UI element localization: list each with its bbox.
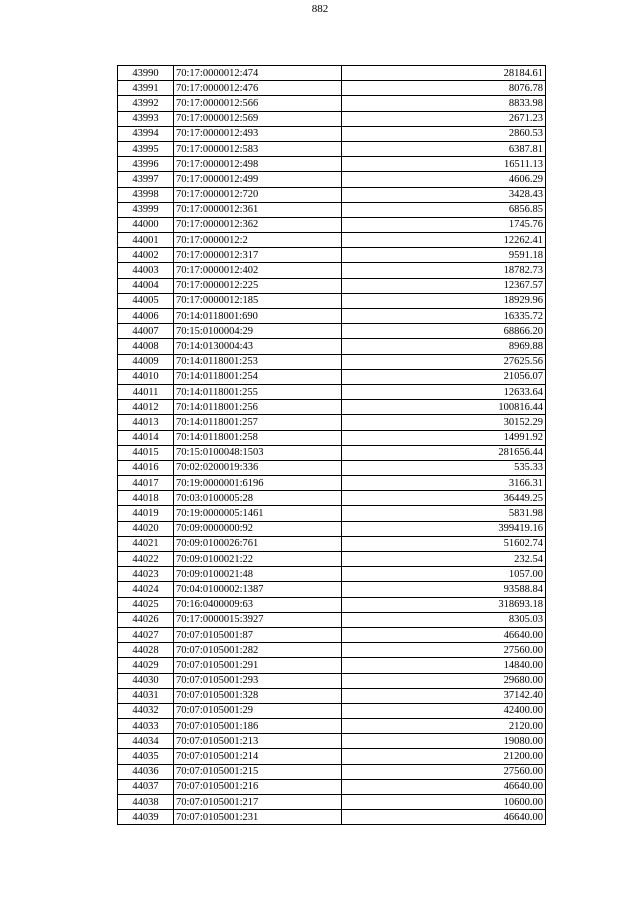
table-row <box>118 779 546 794</box>
cadastral-number-cell: 70:07:0105001:216 <box>174 779 342 794</box>
cadastral-number-cell: 70:17:0000012:498 <box>174 157 342 172</box>
row-number-cell: 44028 <box>118 643 174 658</box>
table-row <box>118 582 546 597</box>
table-row <box>118 597 546 612</box>
cadastral-number-cell: 70:17:0000015:3927 <box>174 612 342 627</box>
cadastral-number-cell: 70:17:0000012:402 <box>174 263 342 278</box>
cadastral-number-cell: 70:17:0000012:476 <box>174 81 342 96</box>
row-number-cell: 44032 <box>118 703 174 718</box>
table-row <box>118 567 546 582</box>
cadastral-number-cell: 70:17:0000012:361 <box>174 202 342 217</box>
row-number-cell: 44015 <box>118 445 174 460</box>
value-cell: 100816.44 <box>342 400 546 415</box>
cadastral-number-cell: 70:07:0105001:291 <box>174 658 342 673</box>
cadastral-number-cell: 70:07:0105001:282 <box>174 643 342 658</box>
table-row <box>118 643 546 658</box>
row-number-cell: 43996 <box>118 157 174 172</box>
cadastral-number-cell: 70:14:0118001:690 <box>174 309 342 324</box>
value-cell: 46640.00 <box>342 810 546 825</box>
value-cell: 2671.23 <box>342 111 546 126</box>
table-row <box>118 66 546 81</box>
table-row <box>118 476 546 491</box>
row-number-cell: 43993 <box>118 111 174 126</box>
table-row <box>118 384 546 399</box>
cadastral-value-table <box>117 65 546 825</box>
cadastral-number-cell: 70:17:0000012:720 <box>174 187 342 202</box>
cadastral-number-cell: 70:15:0100048:1503 <box>174 445 342 460</box>
value-cell: 36449.25 <box>342 491 546 506</box>
table-row <box>118 263 546 278</box>
table-row <box>118 445 546 460</box>
value-cell: 12262.41 <box>342 233 546 248</box>
row-number-cell: 44035 <box>118 749 174 764</box>
value-cell: 10600.00 <box>342 795 546 810</box>
cadastral-number-cell: 70:15:0100004:29 <box>174 324 342 339</box>
table-row <box>118 521 546 536</box>
cadastral-number-cell: 70:19:0000001:6196 <box>174 476 342 491</box>
table-row <box>118 324 546 339</box>
row-number-cell: 43998 <box>118 187 174 202</box>
page-number: 882 <box>311 3 329 15</box>
value-cell: 29680.00 <box>342 673 546 688</box>
value-cell: 3166.31 <box>342 476 546 491</box>
row-number-cell: 44004 <box>118 278 174 293</box>
row-number-cell: 44011 <box>118 384 174 399</box>
row-number-cell: 44026 <box>118 612 174 627</box>
value-cell: 93588.84 <box>342 582 546 597</box>
value-cell: 399419.16 <box>342 521 546 536</box>
value-cell: 12367.57 <box>342 278 546 293</box>
row-number-cell: 43991 <box>118 81 174 96</box>
value-cell: 16335.72 <box>342 309 546 324</box>
row-number-cell: 44039 <box>118 810 174 825</box>
row-number-cell: 44018 <box>118 491 174 506</box>
table-row <box>118 658 546 673</box>
table-row <box>118 202 546 217</box>
value-cell: 27625.56 <box>342 354 546 369</box>
cadastral-number-cell: 70:09:0100021:48 <box>174 567 342 582</box>
cadastral-number-cell: 70:17:0000012:317 <box>174 248 342 263</box>
row-number-cell: 43999 <box>118 202 174 217</box>
value-cell: 318693.18 <box>342 597 546 612</box>
table-row <box>118 157 546 172</box>
table-row <box>118 552 546 567</box>
cadastral-number-cell: 70:14:0118001:256 <box>174 400 342 415</box>
cadastral-number-cell: 70:09:0100021:22 <box>174 552 342 567</box>
table-row <box>118 460 546 475</box>
table-body <box>118 66 546 825</box>
value-cell: 1057.00 <box>342 567 546 582</box>
value-cell: 2120.00 <box>342 719 546 734</box>
row-number-cell: 44037 <box>118 779 174 794</box>
cadastral-number-cell: 70:04:0100002:1387 <box>174 582 342 597</box>
table-row <box>118 187 546 202</box>
value-cell: 30152.29 <box>342 415 546 430</box>
cadastral-number-cell: 70:17:0000012:185 <box>174 293 342 308</box>
value-cell: 68866.20 <box>342 324 546 339</box>
table-row <box>118 339 546 354</box>
row-number-cell: 44025 <box>118 597 174 612</box>
row-number-cell: 44005 <box>118 293 174 308</box>
value-cell: 18782.73 <box>342 263 546 278</box>
table-row <box>118 734 546 749</box>
row-number-cell: 44021 <box>118 536 174 551</box>
cadastral-number-cell: 70:16:0400009:63 <box>174 597 342 612</box>
row-number-cell: 44030 <box>118 673 174 688</box>
cadastral-number-cell: 70:02:0200019:336 <box>174 460 342 475</box>
row-number-cell: 44036 <box>118 764 174 779</box>
cadastral-number-cell: 70:07:0105001:87 <box>174 627 342 642</box>
value-cell: 8969.88 <box>342 339 546 354</box>
row-number-cell: 44020 <box>118 521 174 536</box>
row-number-cell: 44029 <box>118 658 174 673</box>
table-row <box>118 217 546 232</box>
cadastral-number-cell: 70:14:0118001:258 <box>174 430 342 445</box>
value-cell: 8833.98 <box>342 96 546 111</box>
value-cell: 27560.00 <box>342 643 546 658</box>
row-number-cell: 44034 <box>118 734 174 749</box>
value-cell: 19080.00 <box>342 734 546 749</box>
value-cell: 5831.98 <box>342 506 546 521</box>
value-cell: 16511.13 <box>342 157 546 172</box>
row-number-cell: 44014 <box>118 430 174 445</box>
row-number-cell: 44012 <box>118 400 174 415</box>
value-cell: 27560.00 <box>342 764 546 779</box>
row-number-cell: 44019 <box>118 506 174 521</box>
row-number-cell: 44002 <box>118 248 174 263</box>
table-row <box>118 703 546 718</box>
row-number-cell: 44007 <box>118 324 174 339</box>
value-cell: 535.33 <box>342 460 546 475</box>
table-row <box>118 96 546 111</box>
table-row <box>118 415 546 430</box>
table-row <box>118 293 546 308</box>
value-cell: 281656.44 <box>342 445 546 460</box>
table-row <box>118 309 546 324</box>
value-cell: 3428.43 <box>342 187 546 202</box>
value-cell: 46640.00 <box>342 779 546 794</box>
row-number-cell: 44033 <box>118 719 174 734</box>
table-row <box>118 688 546 703</box>
value-cell: 14840.00 <box>342 658 546 673</box>
table-row <box>118 126 546 141</box>
row-number-cell: 44031 <box>118 688 174 703</box>
row-number-cell: 44038 <box>118 795 174 810</box>
cadastral-number-cell: 70:19:0000005:1461 <box>174 506 342 521</box>
value-cell: 51602.74 <box>342 536 546 551</box>
row-number-cell: 44006 <box>118 309 174 324</box>
table-row <box>118 536 546 551</box>
value-cell: 18929.96 <box>342 293 546 308</box>
value-cell: 4606.29 <box>342 172 546 187</box>
value-cell: 21200.00 <box>342 749 546 764</box>
row-number-cell: 43994 <box>118 126 174 141</box>
cadastral-number-cell: 70:07:0105001:328 <box>174 688 342 703</box>
cadastral-number-cell: 70:09:0100026:761 <box>174 536 342 551</box>
value-cell: 9591.18 <box>342 248 546 263</box>
table-row <box>118 233 546 248</box>
row-number-cell: 44027 <box>118 627 174 642</box>
cadastral-number-cell: 70:17:0000012:362 <box>174 217 342 232</box>
table-row <box>118 810 546 825</box>
table-row <box>118 111 546 126</box>
row-number-cell: 44000 <box>118 217 174 232</box>
cadastral-number-cell: 70:09:0000000:92 <box>174 521 342 536</box>
table-row <box>118 612 546 627</box>
value-cell: 14991.92 <box>342 430 546 445</box>
value-cell: 37142.40 <box>342 688 546 703</box>
value-cell: 46640.00 <box>342 627 546 642</box>
cadastral-number-cell: 70:17:0000012:2 <box>174 233 342 248</box>
table-row <box>118 749 546 764</box>
value-cell: 2860.53 <box>342 126 546 141</box>
cadastral-number-cell: 70:14:0130004:43 <box>174 339 342 354</box>
row-number-cell: 44016 <box>118 460 174 475</box>
value-cell: 21056.07 <box>342 369 546 384</box>
cadastral-number-cell: 70:17:0000012:474 <box>174 66 342 81</box>
row-number-cell: 44008 <box>118 339 174 354</box>
table-row <box>118 369 546 384</box>
cadastral-number-cell: 70:17:0000012:493 <box>174 126 342 141</box>
row-number-cell: 44023 <box>118 567 174 582</box>
cadastral-number-cell: 70:07:0105001:214 <box>174 749 342 764</box>
table-row <box>118 141 546 156</box>
table-row <box>118 795 546 810</box>
table-row <box>118 673 546 688</box>
value-cell: 28184.61 <box>342 66 546 81</box>
value-cell: 6856.85 <box>342 202 546 217</box>
value-cell: 42400.00 <box>342 703 546 718</box>
value-cell: 6387.81 <box>342 141 546 156</box>
cadastral-number-cell: 70:07:0105001:215 <box>174 764 342 779</box>
table-row <box>118 172 546 187</box>
row-number-cell: 44024 <box>118 582 174 597</box>
cadastral-number-cell: 70:14:0118001:254 <box>174 369 342 384</box>
table-row <box>118 354 546 369</box>
value-cell: 8305.03 <box>342 612 546 627</box>
table-row <box>118 81 546 96</box>
cadastral-number-cell: 70:17:0000012:583 <box>174 141 342 156</box>
value-cell: 1745.76 <box>342 217 546 232</box>
row-number-cell: 44013 <box>118 415 174 430</box>
cadastral-number-cell: 70:03:0100005:28 <box>174 491 342 506</box>
table-row <box>118 506 546 521</box>
value-cell: 12633.64 <box>342 384 546 399</box>
value-cell: 232.54 <box>342 552 546 567</box>
cadastral-number-cell: 70:17:0000012:569 <box>174 111 342 126</box>
table-row <box>118 248 546 263</box>
row-number-cell: 44009 <box>118 354 174 369</box>
table-row <box>118 627 546 642</box>
cadastral-number-cell: 70:14:0118001:253 <box>174 354 342 369</box>
table-row <box>118 491 546 506</box>
table-row <box>118 278 546 293</box>
table-row <box>118 719 546 734</box>
cadastral-number-cell: 70:07:0105001:217 <box>174 795 342 810</box>
row-number-cell: 44003 <box>118 263 174 278</box>
row-number-cell: 43990 <box>118 66 174 81</box>
cadastral-number-cell: 70:07:0105001:186 <box>174 719 342 734</box>
cadastral-number-cell: 70:17:0000012:566 <box>174 96 342 111</box>
table-row <box>118 400 546 415</box>
cadastral-number-cell: 70:07:0105001:231 <box>174 810 342 825</box>
cadastral-number-cell: 70:17:0000012:225 <box>174 278 342 293</box>
cadastral-number-cell: 70:14:0118001:257 <box>174 415 342 430</box>
cadastral-number-cell: 70:07:0105001:29 <box>174 703 342 718</box>
row-number-cell: 43992 <box>118 96 174 111</box>
cadastral-number-cell: 70:07:0105001:293 <box>174 673 342 688</box>
table-row <box>118 764 546 779</box>
row-number-cell: 44022 <box>118 552 174 567</box>
cadastral-number-cell: 70:07:0105001:213 <box>174 734 342 749</box>
cadastral-number-cell: 70:17:0000012:499 <box>174 172 342 187</box>
cadastral-number-cell: 70:14:0118001:255 <box>174 384 342 399</box>
row-number-cell: 43995 <box>118 141 174 156</box>
row-number-cell: 43997 <box>118 172 174 187</box>
table-row <box>118 430 546 445</box>
row-number-cell: 44017 <box>118 476 174 491</box>
row-number-cell: 44010 <box>118 369 174 384</box>
row-number-cell: 44001 <box>118 233 174 248</box>
value-cell: 8076.78 <box>342 81 546 96</box>
